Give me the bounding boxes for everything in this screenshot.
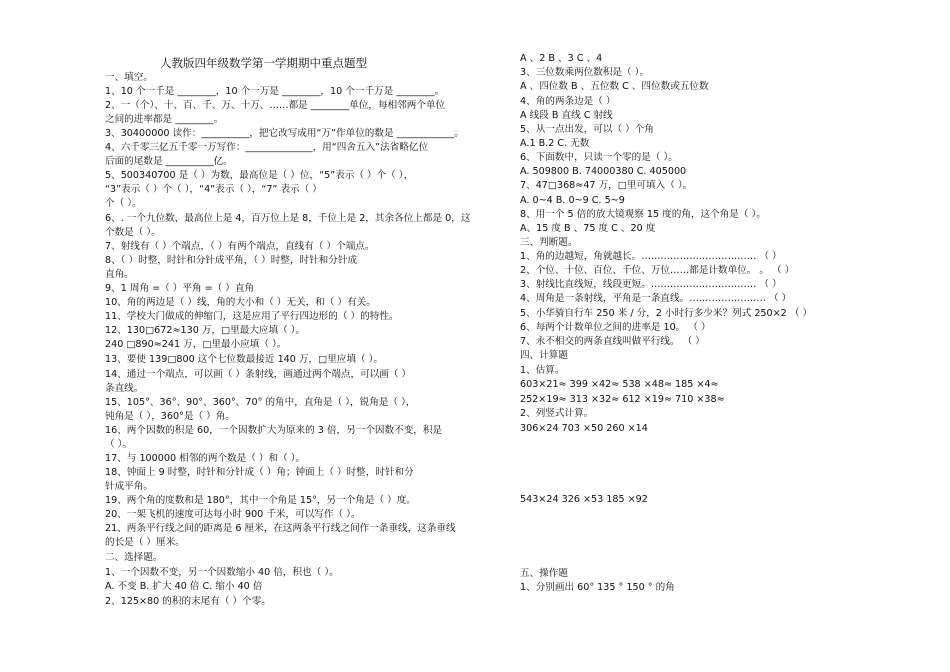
text-line: 8、（ ）时整，时针和分针成平角，（ ）时整，时针和分针成 [105, 255, 358, 266]
text-line: 3、30400000 读作：__________，把它改写成用“万”作单位的数是 ____________。 [105, 128, 464, 139]
text-line: 三、判断题。 [520, 237, 578, 248]
text-line: 7、永不相交的两条直线叫做平行线。 （ ） [520, 336, 705, 347]
text-line: 6、每两个计数单位之间的进率是 10。 （ ） [520, 322, 711, 333]
text-line: 针成平角。 [105, 481, 153, 492]
text-line: 252×19≈ 313 ×32≈ 612 ×19≈ 710 ×38≈ [520, 394, 725, 405]
text-line: 4、周角是一条射线，平角是一条直线。…………………… （ ） [520, 293, 792, 304]
text-line: 21、两条平行线之间的距离是 6 厘米，在这两条平行线之间作一条垂线，这条垂线 [105, 523, 456, 534]
text-line: 20、一架飞机的速度可达每小时 900 千米，可以写作（ ）。 [105, 509, 361, 520]
text-line: 19、两个角的度数和是 180°，其中一个角是 15°，另一个角是（ ）度。 [105, 495, 416, 506]
text-line: 7、47□368≈47 万，□里可填入（ ）。 [520, 180, 693, 191]
text-line: A.1 B.2 C. 无数 [520, 138, 590, 149]
text-line: 17、与 100000 相邻的两个数是（ ）和（ ）。 [105, 453, 306, 464]
text-line: A、15 度 B 、75 度 C 、20 度 [520, 223, 656, 234]
text-line: 1、分别画出 60° 135 ° 150 ° 的角 [520, 582, 675, 593]
text-line: 四、计算题 [520, 350, 568, 361]
text-line: 12、130□672≈130 万，□里最大应填（ ）。 [105, 325, 306, 336]
text-line: 1、10 个一千是 ________，10 个一万是 ________，10 个一千万是 ________。 [105, 86, 445, 97]
text-line: 4、角的两条边是（ ） [520, 96, 616, 107]
text-line: 6、下面数中，只读一个零的是（ ）。 [520, 152, 678, 163]
text-line: 5、从一点出发，可以（ ）个角 [520, 124, 654, 135]
text-line: （ ）。 [105, 439, 133, 450]
text-line: 10、角的两边是（ ）线，角的大小和（ ）无关，和（ ）有关。 [105, 297, 376, 308]
text-line: 5、500340700 是（ ）为数，最高位是（ ）位，“5”表示（ ）个（ ）， [105, 170, 414, 181]
text-line: 个（ ）。 [105, 198, 142, 209]
text-line: A. 0~4 B. 0~9 C. 5~9 [520, 195, 625, 206]
text-line: 11、学校大门做成的伸缩门，这是应用了平行四边形的（ ）的特性。 [105, 311, 399, 322]
text-line: 603×21≈ 399 ×42≈ 538 ×48≈ 185 ×4≈ [520, 379, 719, 390]
text-line: A 、四位数 B 、五位数 C 、四位数或五位数 [520, 81, 709, 92]
text-line: 一、填空。 [105, 72, 153, 83]
text-line: 543×24 326 ×53 185 ×92 [520, 494, 648, 505]
text-line: 五、操作题 [520, 568, 568, 579]
text-line: 18、钟面上 9 时整，时针和分针成（ ）角；钟面上（ ）时整，时针和分 [105, 467, 414, 478]
text-line: 2、125×80 的积的末尾有（ ）个零。 [105, 596, 271, 607]
text-line: A. 509800 B. 74000380 C. 405000 [520, 166, 687, 177]
text-line: 条直线。 [105, 383, 144, 394]
text-line: A 、2 B 、3 C 、4 [520, 53, 603, 64]
text-line: 13、要使 139□800 这个七位数最接近 140 万，□里应填（ ）。 [105, 354, 383, 365]
text-line: 5、小华骑自行车 250 米 / 分，2 小时行多少米？列式 250×2 （ ） [520, 308, 813, 319]
text-line: 240 □890≈241 万，□里最小应填（ ）。 [105, 339, 287, 350]
text-line: 3、三位数乘两位数积是（ ）。 [520, 67, 650, 78]
text-line: 1、一个因数不变，另一个因数缩小 40 倍，积也（ ）。 [105, 567, 339, 578]
text-line: “3”表示（ ）个（ ），“4”表示（ ），“7” 表示（ ） [105, 184, 322, 195]
text-line: 2、个位、十位、百位、千位、万位……都是计数单位。 。 （ ） [520, 265, 795, 276]
text-line: 14、通过一个端点，可以画（ ）条射线，画通过两个端点，可以画（ ） [105, 369, 412, 380]
text-line: 1、角的边越短，角就越长。……………………………… （ ） [520, 251, 782, 262]
text-line: 直角。 [105, 269, 134, 280]
text-line: 2、列竖式计算。 [520, 408, 594, 419]
text-line: 7、射线有（ ）个端点，（ ）有两个端点，直线有（ ）个端点。 [105, 241, 375, 252]
text-line: 之间的进率都是 ________。 [105, 114, 224, 125]
text-line: 3、射线比直线短，线段更短。…………………………… （ ） [520, 279, 782, 290]
text-line: 16、两个因数的积是 60，一个因数扩大为原来的 3 倍，另一个因数不变，积是 [105, 425, 443, 436]
text-line: 个数是（ ）。 [105, 227, 161, 238]
text-line: 306×24 703 ×50 260 ×14 [520, 423, 648, 434]
text-line: 2、一（个）、十、百、千、万、十万、……都是 ________单位，每相邻两个单位 [105, 100, 446, 111]
text-line: 钝角是（ ），360°是（ ）角。 [105, 411, 235, 422]
page-title: 人教版四年级数学第一学期期中重点题型 [160, 56, 367, 70]
text-line: 二、选择题。 [105, 552, 163, 563]
text-line: 15、105°、36°、90°、360°、70° 的角中，直角是（ ），锐角是（ ）， [105, 397, 416, 408]
text-line: 1、估算。 [520, 365, 565, 376]
text-line: A 线段 B 直线 C 射线 [520, 110, 613, 121]
text-line: 6、. 一个九位数，最高位上是 4，百万位上是 8，千位上是 2，其余各位上都是 0，这 [105, 213, 471, 224]
text-line: 4、六千零三亿五千零一万写作：______________，用“四舍五入”法省略亿位 [105, 142, 429, 153]
text-line: 8、用一个 5 倍的放大镜观察 15 度的角，这个角是（ ）。 [520, 209, 766, 220]
text-line: 9、1 周角 =（ ）平角 =（ ）直角 [105, 283, 255, 294]
text-line: 后面的尾数是 __________亿。 [105, 156, 233, 167]
text-line: A. 不变 B. 扩大 40 倍 C. 缩小 40 倍 [105, 581, 263, 592]
text-line: 的长是（ ）厘米。 [105, 537, 185, 548]
